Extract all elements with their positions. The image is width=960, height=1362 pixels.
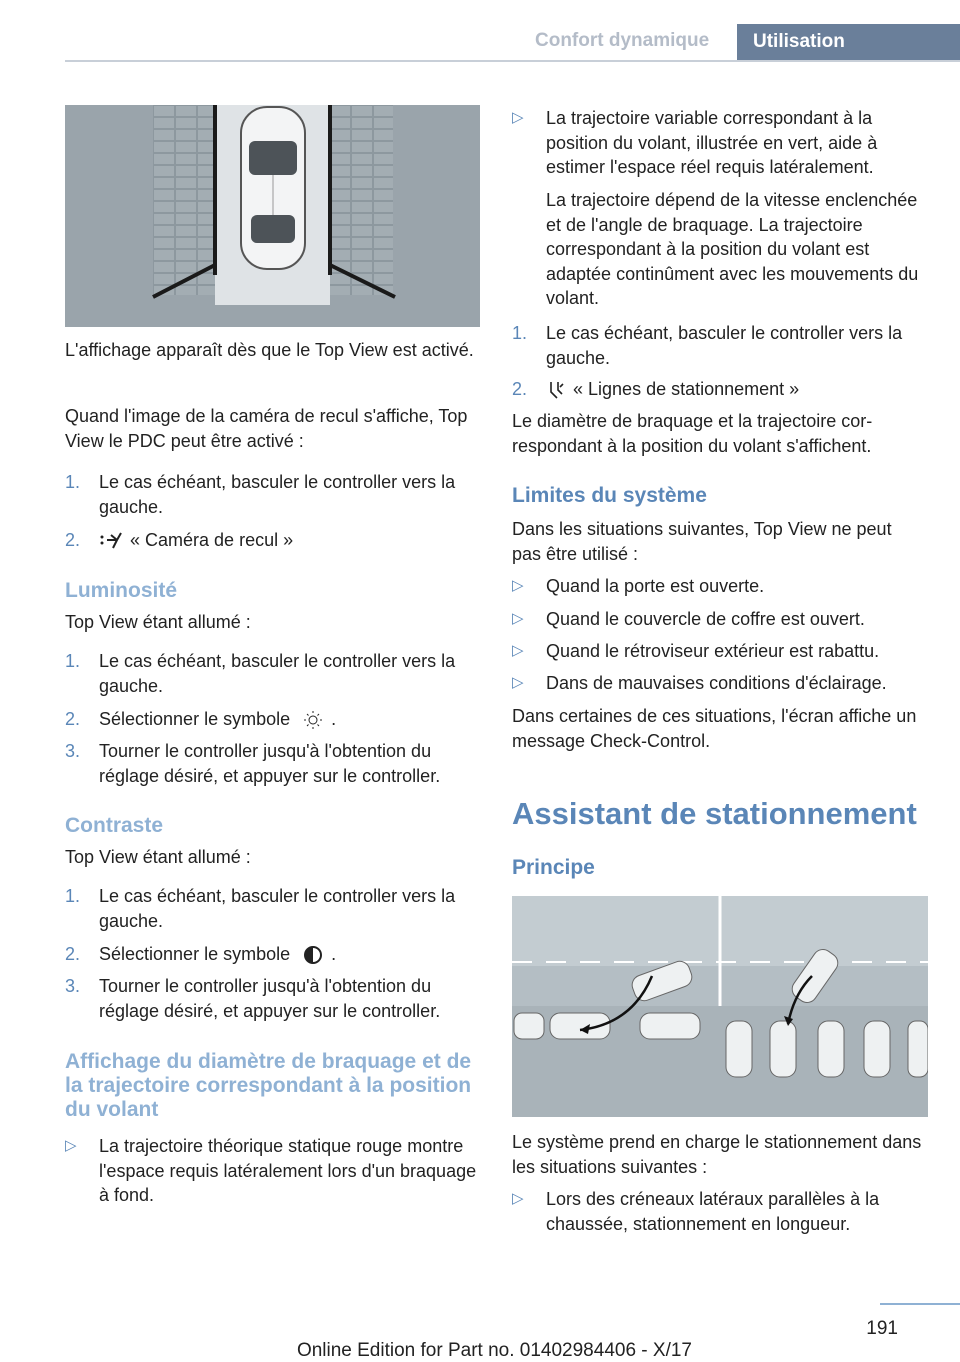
caption-camera: Quand l'image de la caméra de recul s'affiche, Top View le PDC peut être activé :: [65, 406, 468, 451]
step-number: 1.: [65, 472, 81, 492]
triangle-right-icon: ▷: [512, 610, 524, 627]
chapter-tab: Utilisation: [737, 24, 960, 62]
bullet-text: Lors des créneaux latéraux parallèles à la chaussée, stationnement en longueur.: [546, 1189, 880, 1234]
top-view-illustration: [65, 105, 480, 327]
reverse-camera-icon: [99, 531, 125, 551]
step-content: [99, 942, 480, 967]
step-content: [99, 707, 480, 732]
bullet-text: Quand le rétroviseur extérieur est rabattu.: [546, 641, 880, 661]
step-text: « Lignes de stationnement »: [573, 379, 800, 399]
heading-affichage: Affichage du diamètre de braquage et de la trajectoire correspondant à la position du volant: [65, 1050, 472, 1121]
luminosite-intro: Top View étant allumé :: [65, 612, 251, 632]
triangle-right-icon: ▷: [512, 1190, 524, 1207]
bullet-text: La trajectoire théorique statique rouge montre l'espace requis latéralement lors d'un braquage à fond.: [99, 1136, 477, 1205]
page-header: [65, 24, 960, 62]
contrast-icon: [300, 945, 326, 965]
step-text: Tourner le controller jusqu'à l'obtention du réglage désiré, et appuyer sur le controller.: [99, 741, 441, 786]
heading-assistant: Assistant de stationnement: [512, 796, 917, 831]
parking-diagram: [512, 896, 928, 1117]
step-text: « Caméra de recul »: [130, 530, 294, 550]
step-number: 3.: [65, 976, 81, 996]
step-number: 1.: [512, 323, 528, 343]
bullet-continuation: La trajectoire dépend de la vitesse enclenchée et de l'angle de braquage. La trajectoire correspondant à la position du volant est adaptée continûment avec les mouvements du volant.: [546, 190, 919, 308]
triangle-right-icon: ▷: [65, 1137, 77, 1154]
contraste-intro: Top View étant allumé :: [65, 847, 251, 867]
heading-principe: Principe: [512, 856, 595, 879]
step-text: Tourner le controller jusqu'à l'obtention du réglage désiré, et appuyer sur le controller.: [99, 976, 441, 1021]
assistant-caption: Le système prend en charge le stationnement dans les situations suivantes :: [512, 1132, 922, 1177]
step-number: 2.: [65, 944, 81, 964]
bullet-text: Quand la porte est ouverte.: [546, 576, 765, 596]
limites-outro: Dans certaines de ces situations, l'écran affiche un message Check-Control.: [512, 706, 917, 751]
step-text: Sélectionner le symbole: [99, 944, 291, 964]
parking-lines-icon: [546, 380, 568, 400]
step-text: Le cas échéant, basculer le controller vers la gauche.: [99, 886, 456, 931]
step-suffix: .: [331, 709, 337, 729]
heading-contraste: Contraste: [65, 814, 164, 837]
step-text: Le cas échéant, basculer le controller vers la gauche.: [546, 323, 903, 368]
heading-luminosite: Luminosité: [65, 579, 178, 602]
step-number: 2.: [65, 709, 81, 729]
bullet-text: Quand le couvercle de coffre est ouvert.: [546, 609, 865, 629]
limites-intro: Dans les situations suivantes, Top View ne peut pas être utilisé :: [512, 519, 892, 564]
parking-illustration: [512, 896, 928, 1117]
page-number: 191: [866, 1318, 898, 1339]
caption-top-view: L'affichage apparaît dès que le Top View est activé.: [65, 340, 474, 360]
step-number: 1.: [65, 886, 81, 906]
step-suffix: .: [331, 944, 337, 964]
step-content: [546, 377, 930, 402]
edition-note: Online Edition for Part no. 01402984406 - X/17: [296, 1340, 692, 1361]
footer-divider: [880, 1303, 960, 1305]
brightness-icon: [300, 710, 326, 730]
triangle-right-icon: ▷: [512, 674, 524, 691]
section-title: Confort dynamique: [535, 30, 710, 51]
triangle-right-icon: ▷: [512, 642, 524, 659]
step-text: Sélectionner le symbole: [99, 709, 291, 729]
step-text: Le cas échéant, basculer le controller vers la gauche.: [99, 472, 456, 517]
heading-limites: Limites du système: [512, 484, 707, 507]
bullet-text: Dans de mauvaises conditions d'éclairage.: [546, 673, 887, 693]
step-number: 2.: [65, 530, 81, 550]
triangle-right-icon: ▷: [512, 109, 524, 126]
steps-result: Le diamètre de braquage et la trajectoire correspondant à la position du volant s'affichent.: [512, 411, 873, 456]
step-content: [99, 528, 480, 553]
top-view-image: [65, 105, 480, 327]
header-divider: [65, 60, 960, 62]
triangle-right-icon: ▷: [512, 577, 524, 594]
step-number: 2.: [512, 379, 528, 399]
step-text: Le cas échéant, basculer le controller vers la gauche.: [99, 651, 456, 696]
step-number: 3.: [65, 741, 81, 761]
step-number: 1.: [65, 651, 81, 671]
bullet-text: La trajectoire variable correspondant à la position du volant, illustrée en vert, aide à estimer l'espace réel requis latéralement.: [546, 108, 878, 177]
